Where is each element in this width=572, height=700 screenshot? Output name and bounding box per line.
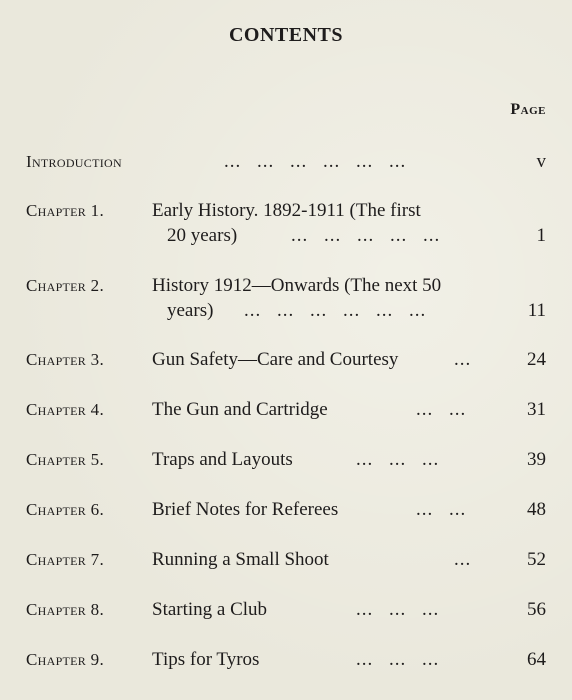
toc-title-continuation: 20 years) — [167, 225, 238, 246]
leader-dots: ... — [454, 549, 472, 570]
toc-title: Gun Safety—Care and Courtesy — [152, 349, 399, 370]
leader-dots: ... — [454, 349, 472, 370]
toc-entry-chapter-7 — [26, 547, 546, 573]
toc-title: Running a Small Shoot — [152, 549, 329, 570]
toc-page-number: v — [536, 151, 546, 172]
toc-entry-chapter-8 — [26, 597, 546, 623]
toc-page-number: 56 — [527, 599, 546, 620]
leader-dots: ... ... ... ... ... — [291, 225, 441, 246]
toc-entry-chapter-9 — [26, 647, 546, 673]
toc-entry-chapter-4 — [26, 397, 546, 423]
page-column-header: Page — [510, 101, 546, 118]
toc-page-number: 52 — [527, 549, 546, 570]
toc-entry-chapter-3 — [26, 347, 546, 373]
toc-title-continuation: years) — [167, 300, 214, 321]
toc-title: The Gun and Cartridge — [152, 399, 328, 420]
toc-page-number: 64 — [527, 649, 546, 670]
toc-page-number: 24 — [527, 349, 546, 370]
toc-title: Traps and Layouts — [152, 449, 293, 470]
toc-label: Chapter 6. — [26, 500, 105, 519]
contents-heading: CONTENTS — [228, 24, 344, 46]
toc-title: History 1912—Onwards (The next 50 — [152, 275, 442, 296]
toc-label: Chapter 1. — [26, 201, 105, 220]
toc-page-number: 11 — [527, 300, 546, 321]
leader-dots: ... ... — [416, 499, 467, 520]
toc-label: Chapter 2. — [26, 276, 105, 295]
leader-dots: ... ... ... — [356, 449, 440, 470]
toc-entry-chapter-2 — [26, 273, 546, 299]
leader-dots: ... ... — [416, 399, 467, 420]
leader-dots: ... ... ... — [356, 649, 440, 670]
leader-dots: ... ... ... — [356, 599, 440, 620]
toc-title: Brief Notes for Referees — [152, 499, 339, 520]
toc-label: Introduction — [26, 152, 122, 171]
toc-label: Chapter 8. — [26, 600, 105, 619]
leader-dots: ... ... ... ... ... ... — [224, 151, 407, 172]
toc-title: Starting a Club — [152, 599, 268, 620]
toc-entry-chapter-6 — [26, 497, 546, 523]
toc-page-number: 39 — [527, 449, 546, 470]
leader-dots: ... ... ... ... ... ... — [244, 300, 427, 321]
toc-entry-introduction — [26, 149, 546, 175]
toc-label: Chapter 4. — [26, 400, 105, 419]
toc-entry-chapter-1-cont — [26, 223, 546, 249]
toc-entry-chapter-5 — [26, 447, 546, 473]
toc-page-number: 1 — [536, 225, 546, 246]
toc-title: Early History. 1892-1911 (The first — [152, 200, 421, 221]
toc-page-number: 31 — [527, 399, 546, 420]
toc-title: Tips for Tyros — [152, 649, 260, 670]
toc-entry-chapter-2-cont — [26, 298, 546, 324]
toc-page-number: 48 — [527, 499, 546, 520]
toc-entry-chapter-1 — [26, 198, 546, 224]
toc-label: Chapter 5. — [26, 450, 105, 469]
toc-label: Chapter 3. — [26, 350, 105, 369]
toc-label: Chapter 7. — [26, 550, 105, 569]
toc-label: Chapter 9. — [26, 650, 105, 669]
